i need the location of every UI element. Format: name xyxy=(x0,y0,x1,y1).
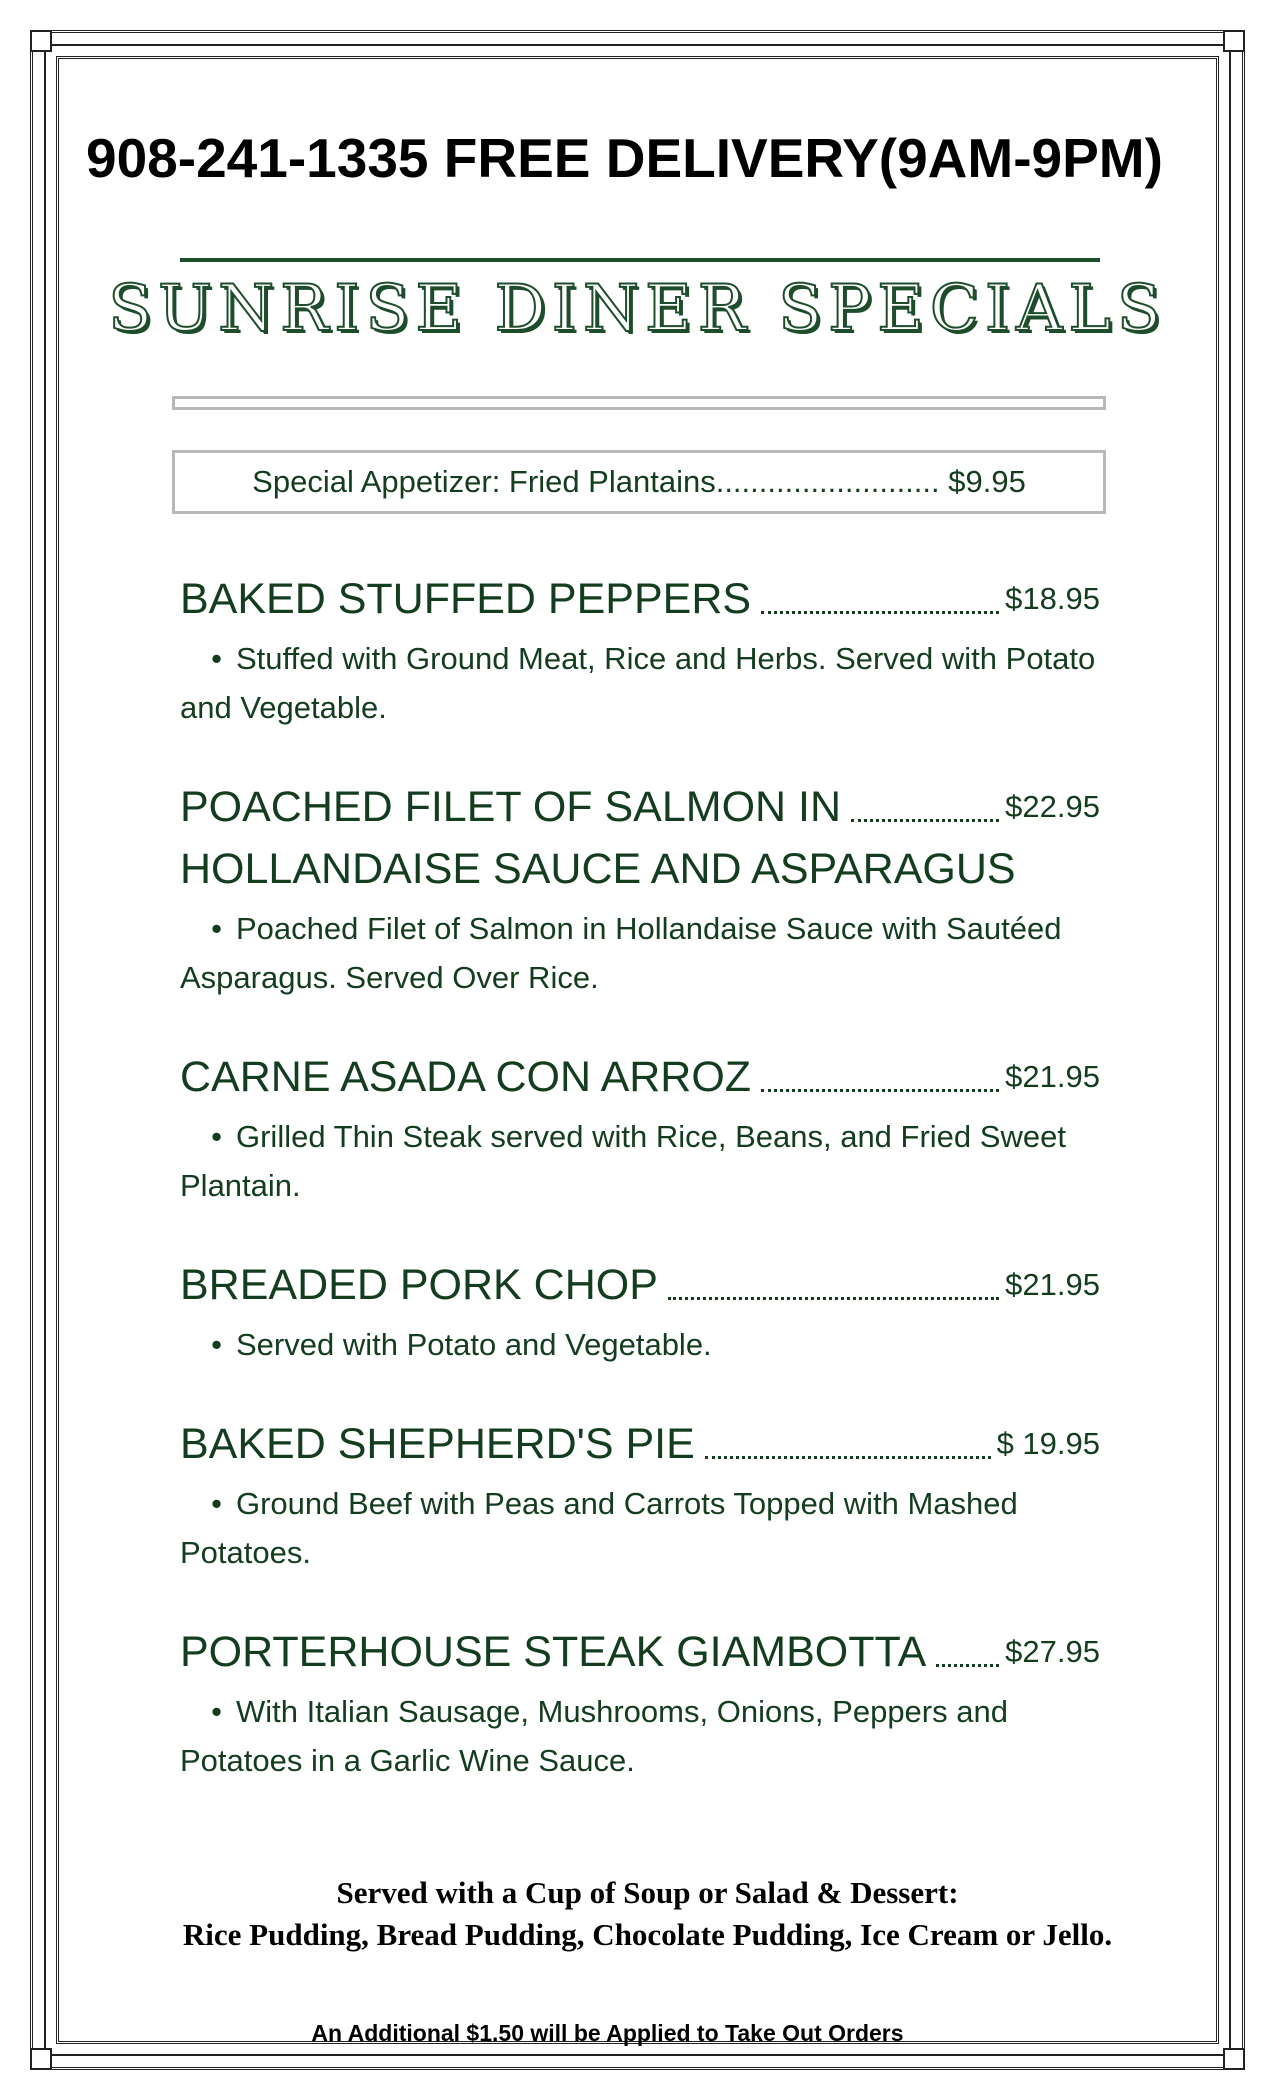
bullet-icon: • xyxy=(211,1327,222,1362)
bullet-icon: • xyxy=(211,1694,222,1729)
dot-leader xyxy=(761,611,999,614)
menu-item-name: BREADED PORK CHOP xyxy=(180,1261,658,1309)
menu-item-header xyxy=(180,1413,1100,1475)
menu-item-name: PORTERHOUSE STEAK GIAMBOTTA xyxy=(180,1628,927,1676)
dot-leader xyxy=(936,1664,999,1667)
served-line-2: Rice Pudding, Bread Pudding, Chocolate Pudding, Ice Cream or Jello. xyxy=(182,1917,1113,1952)
menu-item-price: $27.95 xyxy=(1005,1634,1100,1669)
menu-item-name: BAKED SHEPHERD'S PIE xyxy=(180,1420,695,1468)
bullet-icon: • xyxy=(211,1119,222,1154)
menu-item-header xyxy=(180,568,1100,630)
dot-leader xyxy=(705,1456,991,1459)
menu-item-header xyxy=(180,1254,1100,1316)
bullet-icon: • xyxy=(211,1486,222,1521)
menu-item xyxy=(180,1621,1100,1785)
menu-item-name: BAKED STUFFED PEPPERS xyxy=(180,575,752,623)
bullet-icon: • xyxy=(211,641,222,676)
menu-item-name-line2: HOLLANDAISE SAUCE AND ASPARAGUS xyxy=(180,845,1016,893)
menu-item-description: • Served with Potato and Vegetable. xyxy=(180,1320,1100,1369)
menu-item-price: $21.95 xyxy=(1005,1267,1100,1302)
menu-item-price: $ 19.95 xyxy=(996,1426,1100,1461)
menu-item xyxy=(180,1046,1100,1210)
bullet-icon: • xyxy=(211,911,222,946)
menu-item-name: POACHED FILET OF SALMON IN xyxy=(180,783,842,831)
menu-item-header xyxy=(180,1621,1100,1683)
takeout-note: An Additional $1.50 will be Applied to Take Out Orders xyxy=(311,2020,904,2046)
menu-item xyxy=(180,776,1100,1002)
dot-leader xyxy=(761,1089,999,1092)
menu-item xyxy=(180,1413,1100,1577)
menu-item-description: • Grilled Thin Steak served with Rice, Beans, and Fried Sweet Plantain. xyxy=(180,1112,1100,1210)
title-rule-bottom xyxy=(172,396,1106,410)
special-appetizer-box: Special Appetizer: Fried Plantains.......................... $9.95 xyxy=(172,450,1106,514)
menu-item xyxy=(180,1254,1100,1369)
dot-leader xyxy=(668,1297,999,1300)
menu-item xyxy=(180,568,1100,732)
title-rule-top xyxy=(180,258,1100,262)
served-line-1: Served with a Cup of Soup or Salad & Dessert: xyxy=(336,1875,959,1910)
corner-ornament-bottom-left xyxy=(30,2048,52,2070)
menu-item-price: $22.95 xyxy=(1005,789,1100,824)
menu-item-name: CARNE ASADA CON ARROZ xyxy=(180,1053,752,1101)
menu-item-description: • With Italian Sausage, Mushrooms, Onions, Peppers and Potatoes in a Garlic Wine Sauce. xyxy=(180,1687,1100,1785)
menu-item-description: • Poached Filet of Salmon in Hollandaise Sauce with Sautéed Asparagus. Served Over Rice. xyxy=(180,904,1100,1002)
served-with-note xyxy=(60,1872,1235,1956)
menu-item-header xyxy=(180,1046,1100,1108)
corner-ornament-top-left xyxy=(30,30,52,52)
specials-menu xyxy=(180,568,1100,1829)
dot-leader xyxy=(851,819,999,822)
menu-item-header xyxy=(180,776,1100,838)
corner-ornament-top-right xyxy=(1223,30,1245,52)
menu-item-price: $21.95 xyxy=(1005,1059,1100,1094)
menu-item-price: $18.95 xyxy=(1005,581,1100,616)
phone-delivery-line: 908-241-1335 FREE DELIVERY(9AM-9PM) xyxy=(86,127,1163,189)
menu-item-description: • Stuffed with Ground Meat, Rice and Herbs. Served with Potato and Vegetable. xyxy=(180,634,1100,732)
corner-ornament-bottom-right xyxy=(1223,2048,1245,2070)
page-title: SUNRISE DINER SPECIALS xyxy=(108,272,1167,346)
menu-item-description: • Ground Beef with Peas and Carrots Topped with Mashed Potatoes. xyxy=(180,1479,1100,1577)
